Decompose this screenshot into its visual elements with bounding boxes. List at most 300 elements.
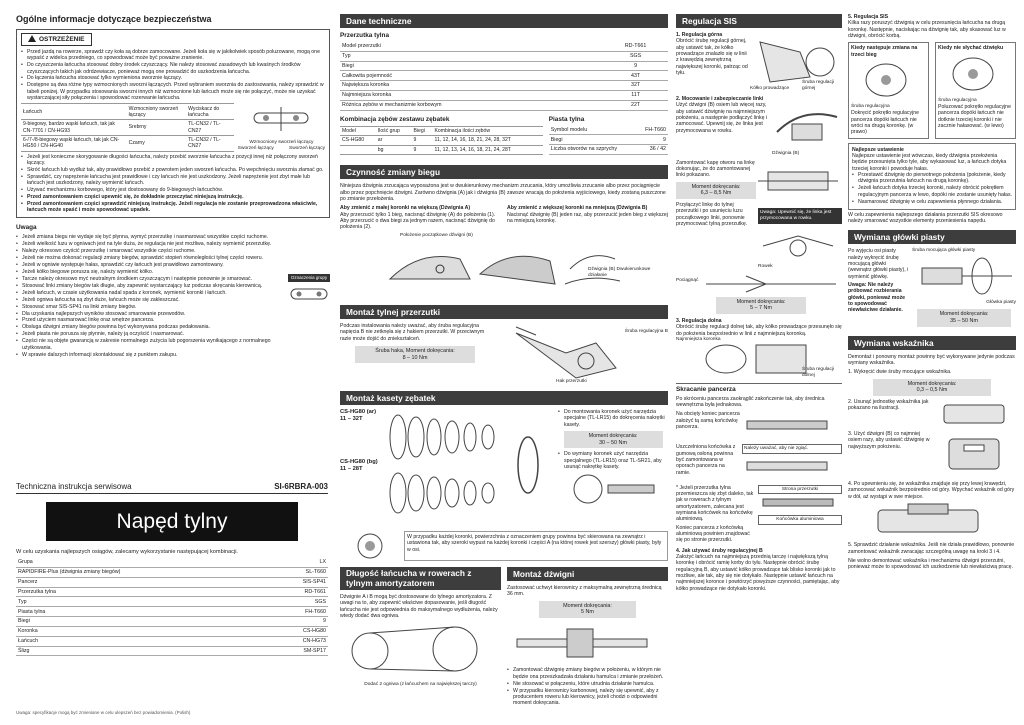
table-cell: Srebrny: [127, 120, 187, 136]
step3-text: Obrócić śrubę regulacji dolnej tak, aby kółko prowadzące przesunęło się do położenia bezpośrednio w linii z najmniejszą koronką.: [676, 324, 842, 337]
uwaga-wrap: [16, 234, 330, 358]
torque-label: Moment dokręcania:: [563, 602, 612, 609]
table-row: [340, 91, 668, 101]
section-indicator: Wymiana wskaźnika: [848, 336, 1016, 350]
hub-row: [848, 248, 1016, 329]
table-cell: RAPIDFIRE-Plus (dźwignia zmiany biegów): [16, 568, 264, 578]
chain-icon: [289, 282, 329, 306]
step1-row: [676, 32, 842, 92]
step2-fig-label: Dźwignia (B): [772, 150, 800, 156]
lever-torque-box: [539, 601, 636, 618]
adjust-left-illustration: [851, 58, 921, 102]
indicator-step1: 1. Wykręcić dwie śruby mocujące wskaźnika.: [848, 369, 952, 376]
indicator-footer: Nie wolno demontować wskaźnika i mechanizmu dźwigni przerzutni, ponieważ może to spowodować ich uszkodzenie lub niewłaściwą pracę.: [848, 557, 1013, 571]
table-cell: 11, 12, 13, 14, 16, 18, 21, 24, 28T: [433, 145, 543, 155]
fastening-figure: [758, 160, 842, 270]
best-setting-footer: W celu zapewnienia najlepszego działania przerzutki SIS okresowo należy smarować wszystkie elementy przeniesienia napędu.: [848, 211, 1003, 224]
step4-title: 4. Jak używać śruby regulacyjnej B: [676, 547, 763, 554]
table-cell: Ślizg: [16, 646, 264, 656]
chain-length-text: Dźwignie A i B mogą być dostosowane do tylnego amortyzatora. Z uwagi na to, aby zapewnić właściwe dopasowanie, jeśli długość łańcucha nie jest odpowiednia do maksymalnego wydłużenia, należy wtedy dodać dwa ogniwa.: [340, 594, 498, 620]
lever-b-illustration: [772, 102, 842, 148]
indicator-lever-illustration: [934, 431, 1014, 477]
torque-value: 5 Nm: [581, 609, 594, 616]
step3-fig-label: Najmniejsza koronka: [676, 336, 721, 342]
column-adjust: [848, 0, 1024, 725]
pull-cable-illustration: [706, 272, 836, 296]
chain-pin-illustration: [246, 103, 316, 137]
table-row: [16, 636, 328, 646]
section-cassette: Montaż kasety zębatek: [340, 391, 668, 405]
list-item: • Jeżeli wielkość luzu w ogniwach jest na tyle duża, że regulacja nie jest możliwa, należy wymienić przerzutkę.: [16, 241, 284, 247]
housing-row-2: [676, 444, 842, 482]
torque-label: Moment dokręcania:: [691, 183, 741, 190]
housing-row: [676, 411, 842, 441]
step1-fig-label-2: Śruba regulacji górnej: [802, 80, 834, 92]
cable-cap-illustration: [758, 160, 838, 204]
shift-fig-caption-2: Dźwignia (B) Dwukierunkowe działanie: [588, 266, 651, 278]
section-lever-mount: Montaż dźwigni: [507, 567, 668, 581]
table-cell: Całkowita pojemność: [340, 71, 603, 81]
list-item: • W przypadku kierownicy karbonowej, należy się upewnić, aby z producentem roweru lub kierownicy, jeżeli chodzi o odpowiedni moment dokręcania.: [507, 688, 668, 707]
table-row: [340, 71, 668, 81]
list-item: • Do wymiany koronek użyć narzędzia specjalnego (TL-LR15) oraz TL-SR21, aby usunąć nakrętkę kasety.: [558, 451, 668, 470]
section-hub-body: Wymiana główki piasty: [848, 230, 1016, 244]
table-cell: [340, 145, 376, 155]
list-item: • Do łączenia łańcucha stosować tylko wymieniona sworznie łączący.: [21, 75, 325, 81]
fastening-row: [676, 160, 842, 270]
step4-text: Założyć łańcuch na najmniejszą przednią tarczę i największą tylną koronkę i obrócić ramię korby do tyłu. Następnie obrócić śrubę regulacyjną B, aby ustawić kółko prowadzące tak blisko koronki jak to możliwe, ale tak, aby się nie dotykało. Następnie ustawić łańcuch na najmniejszej koronce i powtórzyć powyższe czynności, pamiętając, aby kółko prowadzące nie dotykało koronki.: [676, 554, 840, 592]
torque-label: Moment dokręcania:: [736, 298, 786, 305]
indicator-step2-row: [848, 399, 1016, 429]
table-header: Ilość grup: [376, 126, 412, 136]
cassette-a-label: CS-HG80 (ar) 11 – 32T: [340, 409, 377, 423]
table-cell: 9: [412, 145, 433, 155]
table-cell: ar: [376, 136, 412, 146]
hub-title: Piasta tylna: [548, 115, 585, 123]
step1-figure: [750, 32, 842, 92]
housing-tag-2: Końcówka aluminiowa: [758, 515, 842, 525]
shift-fig-caption: Położenie początkowe dźwigni (B): [400, 232, 473, 238]
sis-box-right-fig: Śruba regulacyjna: [938, 98, 977, 104]
lever-mount-block: [507, 567, 668, 707]
table-row: [340, 81, 668, 91]
table-cell: TL-CN32 / TL-CN27: [186, 135, 234, 151]
manual-code: SI-6RBRA-003: [274, 482, 328, 491]
housing-note-row: [676, 485, 842, 544]
step1-title: 1. Regulacja górna: [676, 32, 723, 39]
best-setting-text: Najlepsze ustawienie jest wówczas, kiedy dźwignia przełożenia będzie przesunięta tylko tyle, aby wykasować luz, a łańcuch dotyka trzeciej koronki i powoduje hałas.: [852, 152, 1007, 172]
chain-pin-table: [21, 103, 234, 151]
housing-fig-2: [742, 444, 842, 482]
indicator-step3: 3. Użyć dźwigni (B) co najmniej osiem razy, aby ustawić dźwignię w najwyższym położeniu.: [848, 430, 930, 450]
table-cell: 11T: [603, 91, 668, 101]
table-header: Wyciskacz do łańcucha: [186, 104, 234, 120]
housing-note-2: Koniec pancerza z końcówką aluminiową powinien znajdować się po stronie przerzutki.: [676, 524, 750, 544]
torque-value: 5 – 7 Nm: [750, 305, 772, 312]
hub-text: Po wyjęciu osi piasty należy wykręcić śrubę mocującą główki (wewnątrz główki piasty), i wymienić główkę.: [848, 248, 909, 280]
chain-pin-figure: [238, 103, 325, 151]
shift-big-title: Aby zmienić z małej koronki na większą (Dźwignia A): [340, 205, 471, 212]
table-cell: CS-HG80: [340, 136, 376, 146]
torque-label: Moment dokręcania:: [907, 380, 957, 387]
fastening-torque-box: [676, 182, 756, 199]
manual-header-row: [16, 482, 328, 494]
housing-text: Po skróceniu pancerza zaokrąglić zakończenie tak, aby średnica wewnętrzna była jednakowa.: [676, 395, 825, 409]
shift-text: Niniejsza dźwignia zrzucająca wyposażona jest w dwukierunkowy mechanizm zrzucania, który umożliwia zrzucanie albo przez pociągnięcie albo przez popchnięcie dźwigni. Zarówno dźwignia (A) jak i dźwignia (B) zawsze wracają do położenia wyjściowego, kiedy zostaną puszczone po zmianie przełożenia.: [340, 183, 666, 203]
table-row: [340, 145, 543, 155]
lever-mount-text: Zastosować uchwyt kierownicy z maksymalną zewnętrzną średnicą 36 mm.: [507, 585, 662, 598]
step2-title: 2. Mocowanie i zabezpieczanie linki: [676, 96, 764, 103]
list-item: • Przed jazdą na rowerze, sprawdź czy koła są dobrze zamocowane. Jeżeli koła się w jakikolwiek sposób poluzowane, mogą one wypaść z widelca przedniego, co spowodować może być poważne zranienie.: [21, 49, 325, 62]
column-sis: [676, 0, 846, 725]
hub-warning: Uwaga: Nie należy próbować rozbierania główki, ponieważ może to spowodować niewłaściwe działanie.: [848, 282, 906, 314]
list-item: • Stosować linki zmiany biegów tak długie, aby zapewnić wystarczający luz podczas skręcania kierownicą.: [16, 283, 284, 289]
best-setting-title: Najlepsze ustawienie: [852, 146, 904, 153]
table-row: [16, 577, 328, 587]
shift-small-title: Aby zmienić z większej koronki na mniejszą (Dźwignia B): [507, 205, 648, 212]
table-row: [16, 617, 328, 627]
chain-pin-table-wrap: [21, 103, 325, 151]
table-row: [549, 126, 668, 135]
chain-cable-row: [340, 567, 668, 707]
chain-length-block: [340, 567, 501, 707]
cassette-note-row: [340, 531, 668, 561]
mount-text: Podczas instalowania należy uważać, aby śruba regulacyjna napięcia B nie zetknęła się z hakiem przerzutki. W przeciwnym razie może dojść do zniekształceń.: [340, 322, 485, 342]
table-cell: 32T: [603, 81, 668, 91]
chain-pin-caption: Wzmocniony sworzeń łączący: [249, 139, 314, 145]
housing-title: Skracanie pancerza: [676, 383, 842, 394]
list-item: • Przed zamontowaniem części sprawdzić niniejszą instrukcję. Jeżeli regulacja nie zostanie przeprowadzona właściwie, łańcuch może spaść i może spowodować upadek.: [21, 201, 325, 214]
manual-title-block: [16, 482, 328, 656]
list-item: • Jeżeli jest konieczne skorygowanie długości łańcucha, należy przebić sworznie łańcucha z pozycji innej niż połączony sworzeń łączący.: [21, 154, 325, 167]
mount-figure: [496, 323, 668, 385]
cassette-note-3: W przypadku każdej koronki, powierzchnia z oznaczeniem grupy powinna być skierowana na zewnątrz i ustawiona tak, aby szeroki wypust na każdej koronki i części A (na której rowek jest szerszy) główki piasty, były w osi.: [404, 531, 668, 561]
list-item: • Przestawić dźwignię do pierwotnego położenia (położenie, kiedy dźwignia przerzutnia łańcuch na drugą koronkę).: [852, 172, 1012, 185]
list-item: • Jeżeli łańcuch, w czasie użytkowania nadal spada z koronek, wymienić koronki i łańcuch.: [16, 290, 284, 296]
section-tech-data: Dane techniczne: [340, 14, 668, 28]
safety-heading: Ogólne informacje dotyczące bezpieczeństwa: [16, 14, 212, 24]
table-cell: SIS-SP41: [264, 577, 328, 587]
group-mark-tag: Oznaczenia grupy: [288, 274, 330, 281]
table-row: [16, 587, 328, 597]
lockring-tool-illustration: [558, 471, 658, 507]
table-cell: Piasta tylna: [16, 607, 264, 617]
table-cell: SL-T660: [264, 568, 328, 578]
housing-text-2: Na obcięty koniec pancerza założyć tą samą końcówkę pancerza.: [676, 411, 740, 431]
warning-list-2: [21, 154, 325, 214]
step1-text: Obrócić śrubę regulacji górnej, aby ustawić tak, że kółko prowadzące znalazło się w linii z krawędzią zewnętrzną największej koronki, patrząc od tyłu.: [676, 38, 748, 77]
step5-title: 5. Regulacja SIS: [848, 14, 889, 20]
table-cell: Grupa: [16, 558, 264, 567]
hub-block: [549, 114, 668, 156]
warning-box: [16, 29, 330, 218]
fastening-text-block: [676, 160, 756, 270]
table-cell: TL-CN32 / TL-CN27: [186, 120, 234, 136]
uwaga-heading: Uwaga: [16, 224, 37, 232]
alu-end-illustration: [758, 494, 838, 512]
rear-derailleur-title: Przerzutka tylna: [340, 32, 390, 40]
step1-fig-label: Kółko prowadzące: [750, 86, 790, 92]
intro-text: W celu uzyskania najlepszych osiągów, zalecamy wykorzystanie następującej kombinacji.: [16, 549, 238, 556]
step3-fig-label-2: Śruba regulacji dolnej: [802, 367, 834, 379]
shift-big-block: [340, 205, 501, 230]
table-cell: Biegi: [340, 61, 603, 71]
table-cell: Najmniejsza koronka: [340, 91, 603, 101]
table-cell: SM-SP17: [264, 646, 328, 656]
fastening-warning: Uwaga: Upewnić się, że linka jest przymocowana w rowku.: [758, 208, 842, 224]
list-item: • Jeżeli kółko biegowe porusza się, należy wymienić kółko.: [16, 269, 284, 275]
table-cell: RD-T661: [603, 42, 668, 51]
cassette-row: [340, 409, 668, 529]
shift-small-block: [507, 205, 668, 230]
table-cell: Typ: [16, 597, 264, 607]
hub-fig-label: Śruba mocująca główki piasty: [912, 248, 976, 254]
table-cell: Symbol modelu: [549, 126, 637, 135]
list-item: • Jeżeli zmiana biegu nie wydaje się być płynna, wymyć przerzutkę i nasmarować wszystkie części ruchome.: [16, 234, 284, 240]
sis-box-right: [935, 42, 1016, 138]
table-row: [549, 145, 668, 155]
indicator-step5: 5. Sprawdzić działanie wskaźnika. Jeśli nie działa prawidłowo, ponownie zamontować wskaźnik zwracając szczególną uwagę na kroki 3 i 4.: [848, 542, 1015, 555]
table-row: [340, 136, 543, 146]
list-item: • Tarcze należy okresowo myć neutralnym środkiem czyszczącym i następnie ponownie je smarować.: [16, 276, 284, 282]
table-cell: 11, 12, 14, 16, 18, 21, 24, 28, 32T: [433, 136, 543, 146]
table-row: [340, 100, 668, 110]
table-row: [16, 597, 328, 607]
table-cell: 6-/7-/8-biegowy wąski łańcuch, tak jak CN-HG50 / CN-HG40: [21, 135, 127, 151]
cassette-figure: [340, 409, 554, 529]
list-item: • Jeżeli łańcuch dotyka trzeciej koronki, należy obrócić pokrętłem regulacyjnym pancerza w lewo, dopóki nie zostanie usunięty hałas.: [852, 185, 1012, 198]
hub-text-block: [848, 248, 910, 329]
table-header: Wzmocniony sworzeń łączący: [127, 104, 187, 120]
shift-small-text: Nacisnąć dźwignię (B) jeden raz, aby przerzucić jeden bieg z większej na mniejszą koronkę.: [507, 211, 668, 225]
table-cell: Przerzutka tylna: [16, 587, 264, 597]
spline-icon: [340, 531, 400, 561]
table-row: [340, 61, 668, 71]
combo-hub-row: [340, 114, 668, 156]
table-cell: Łańcuch: [16, 636, 264, 646]
step2-figure: [772, 102, 842, 156]
torque-label: Moment dokręcania:: [939, 311, 989, 318]
chain-length-illustration: [340, 619, 490, 679]
indicator-step3-row: [848, 431, 1016, 477]
hub-figure: [912, 248, 1016, 329]
table-cell: SGS: [603, 51, 668, 61]
sis-box-left-title: Kiedy następuje zmiana na trzeci bieg: [851, 45, 918, 58]
table-cell: LX: [264, 558, 328, 567]
shift-big-text: Aby przerzucić tylko 1 bieg, nacisnąć dźwignię (A) do położenia (1). Aby przerzucić o dwa biegi za jednym razem, nacisnąć dźwignię do położenia (2).: [340, 211, 496, 231]
table-row: [549, 135, 668, 145]
adjust-right-illustration: [938, 52, 1008, 96]
best-setting-box: [848, 143, 1016, 210]
cassette-notes: [558, 409, 668, 529]
cassette-torque-box: [564, 431, 663, 448]
table-cell: 9-biegowy, bardzo wąski łańcuch, tak jak CN-7701 / CN-HG93: [21, 120, 127, 136]
table-header: Biegi: [412, 126, 433, 136]
pull-figure: [676, 272, 842, 312]
manual-label: Techniczna instrukcja serwisowa: [16, 482, 132, 491]
torque-value: 0,3 – 0,5 Nm: [916, 387, 948, 394]
cable-groove-illustration: [758, 226, 838, 262]
indicator-step4: 4. Po upewnieniu się, że wskaźnika znajduje się przy lewej krawędzi, zamocować wskaźnik bezpośrednio od góry. Wpychać wskaźnik od góry w dół, aż wystąpi w swe miejsce.: [848, 480, 1015, 500]
best-setting-list: [852, 172, 1012, 205]
table-cell: Model przerzutki: [340, 42, 603, 51]
housing-text-3: Uszczelniona końcówka z gumową osłoną powinna być zamontowana w oporach pancerza na ramie.: [676, 444, 736, 476]
table-cell: RD-T661: [264, 587, 328, 597]
list-item: • Stosować smar SIS-SP41 na linki zmiany biegów.: [16, 304, 284, 310]
mount-fig-label-a: Śruba regulacyjna B: [624, 328, 668, 334]
housing-fig-label: Należy uważać, aby nie zgiąć.: [742, 444, 842, 454]
combo-block: [340, 114, 543, 156]
housing-note: * Jeżeli przerzutka tylna przemieszcza się zbyt daleko, tak jak w rowerach z tylnym amortyzatorem, zalecana jest wymiana końcówek na końcówkę aluminiową.: [676, 484, 754, 523]
table-cell: Największa koronka: [340, 81, 603, 91]
table-cell: FH-T660: [264, 607, 328, 617]
table-cell: Koronka: [16, 626, 264, 636]
torque-value: 8 – 10 Nm: [402, 354, 428, 361]
housing-tag-1: Strona przerzutki: [758, 485, 842, 495]
step2-text: Użyć dźwigni (B) osiem lub więcej razy, aby ustawić dźwignię na najmniejszym położeniu, a następnie podłączyć linkę i zamocować. Upewnij się, że linka jest przymocowana w rowku.: [676, 102, 768, 134]
sis-box-left: [848, 42, 929, 138]
table-header: Łańcuch: [21, 104, 127, 120]
torque-value: 6,3 – 8,5 Nm: [700, 190, 732, 197]
list-item: • Do montowania koronek użyć narzędzia specjalne (TL-LR15) do dokręcenia nakrętki kasety.: [558, 409, 668, 428]
list-item: • Jeżeli nie można dokonać regulacji zmiany biegów, sprawdzić stopień równoległości tylnej części roweru.: [16, 255, 284, 261]
table-row: [21, 135, 234, 151]
hub-fig-label-2: Główka piasty: [986, 300, 1016, 306]
table-cell: Biegi: [16, 617, 264, 627]
list-item: • Dostępne są dwa różne typy wzmocnionych sworzni łączących. Przed wybraniem sworznia do zastosowania, należy sprawdzić w tabeli poniżej. W przypadku stosowania sworzni innych niż wzmocnione lub łańcuch może się nie połączyć, może nie uzyskać wystarczającej siły połączenia i spowodować rozerwanie łańcucha.: [21, 82, 325, 101]
indicator-text: Demontaż i ponowny montaż powinny być wykonywane jedynie podczas wymiany wskaźnika.: [848, 353, 1015, 366]
list-item: • Sprawdzić, czy naprężenie łańcucha jest prawidłowe i czy łańcuch nie jest uszkodzony. Jeżeli naprężenie jest zbyt małe lub łańcuch jest uszkodzony, należy wymienić łańcuch.: [21, 174, 325, 187]
table-cell: 9: [264, 617, 328, 627]
section-sis: Regulacja SIS: [676, 14, 842, 28]
table-cell: FH-T660: [637, 126, 668, 135]
mount-fig-label-b: Hak przerzutki: [556, 379, 587, 385]
list-item: • Do czyszczenia łańcucha stosować dobry środek czyszczący. Nie należy stosować zasadowych lub kwaśnych środków czyszczących takich jak odrdzewiacze, ponieważ mogą one prowadzić do uszkodzenia łańcucha.: [21, 62, 325, 75]
list-item: • Należy okresowo czyścić przerzutkę i smarować wszystkie części ruchome.: [16, 248, 284, 254]
rear-derailleur-table: [340, 42, 668, 111]
fastening-text-2: Przyłączyć linkę do tylnej przerzutki i po usunięciu luzu początkowego linki, ponownie przymocować tylną przerzutkę.: [676, 201, 748, 227]
column-safety: [0, 0, 338, 725]
sis-box-right-title: Kiedy nie słychać dźwięku: [938, 45, 1004, 52]
torque-label: Moment dokręcania:: [588, 433, 638, 440]
pull-fig-label: Pociągnąć: [676, 277, 699, 283]
spec-table: [16, 558, 328, 656]
torque-value: 35 – 50 Nm: [950, 317, 978, 324]
list-item: • Zamontować dźwignię zmiany biegów w położeniu, w którym nie będzie ona przeszkadzała działaniu hamulca i zmianie przełożeń.: [507, 667, 668, 680]
table-row: [16, 607, 328, 617]
table-cell: 43T: [603, 71, 668, 81]
sis-box-right-text: Poluzować pokrętło regulacyjne pancerza dopóki łańcuch nie dotknie trzeciej koronki i nie zacznie hałasować. (w lewo): [938, 103, 1011, 129]
table-cell: 9: [603, 61, 668, 71]
warning-list: [21, 49, 325, 102]
table-cell: 9: [637, 135, 668, 145]
table-row: [16, 568, 328, 578]
housing-illustration: [742, 411, 832, 441]
list-item: • Jeżeli piasta nie porusza się płynnie, należy ją oczyścić i nasmarować.: [16, 331, 284, 337]
table-header: Model: [340, 126, 376, 136]
table-row: [21, 120, 234, 136]
table-row: [340, 51, 668, 61]
table-row: [16, 626, 328, 636]
lever-mount-illustration: [507, 621, 657, 665]
hub-table: [549, 126, 668, 155]
list-item: • Skróć łańcuch lub wydłuż tak, aby prawidłowo przebić z powrotem jeden sworzeń łańcucha. Po wepchnięciu sworznia złamać go.: [21, 167, 325, 173]
list-item: • W sprawie dalszych informacji skontaktować się z punktem zakupu.: [16, 352, 284, 358]
list-item: • Jeżeli ogniwa łańcucha są zbyt duże, łańcuch może się zakleszczać.: [16, 297, 284, 303]
mount-torque-box: [355, 346, 475, 363]
table-cell: Typ: [340, 51, 603, 61]
list-item: • Przed zamontowaniem części upewnić się, że dokładnie przeczytać niniejszą instrukcję.: [21, 194, 325, 200]
section-shifting: Czynność zmiany biegu: [340, 165, 668, 179]
table-header: Kombinacja ilości zębów: [433, 126, 543, 136]
chain-pin-caption-left: Sworzeń łączący: [237, 145, 274, 151]
indicator-unit-illustration: [934, 399, 1014, 429]
list-item: • Nie stosować w połączeniu, które utrudnia działanie hamulca.: [507, 681, 668, 687]
fastening-text: Zamontować kapę otworu na linkę dokonując, że do zamontowanej linki pokazano.: [676, 159, 755, 179]
list-item: • Nasmarować dźwignię w celu zapewnienia płynnego działania.: [852, 199, 1012, 205]
table-cell: Różnica zębów w mechanizmie korbowym: [340, 100, 603, 110]
indicator-torque-box: [873, 379, 991, 396]
list-item: • Przed użyciem nasmarować linkę oraz wnętrze pancerza.: [16, 317, 284, 323]
cassette-note-list: [558, 409, 668, 428]
sis-box-left-fig: Śruba regulacyjna: [851, 104, 890, 110]
fastening-fig-label: Rowek: [758, 264, 773, 270]
step3-figure: [676, 337, 842, 379]
table-cell: CN-HG73: [264, 636, 328, 646]
list-item: • Części nie są objęte gwarancją w zakresie normalnego zużycia lub pogorszenia wynikającego z normalnego użytkowania.: [16, 338, 284, 351]
step1-text-block: [676, 32, 748, 92]
footnote: Uwaga: specyfikacje mogą być zmieniane w celu ulepszeń bez powiadomienia. (Polish): [16, 709, 191, 715]
table-cell: Czarny: [127, 135, 187, 151]
cassette-b-label: CS-HG80 (bg) 11 – 28T: [340, 459, 378, 473]
lever-notes: [507, 667, 668, 706]
table-cell: SGS: [264, 597, 328, 607]
table-cell: Biegi: [549, 135, 637, 145]
group-mark-figure: [288, 234, 330, 358]
housing-tags: [758, 485, 842, 544]
sis-box-left-text: Dokręcić pokrętło regulacyjne pancerza dopóki łańcuch nie wróci na drugą koronkę. (w prawo): [851, 110, 920, 136]
table-cell: Pancerz: [16, 577, 264, 587]
list-item: • Jeżeli w ogniwie występuje hałas, sprawdzić czy łańcuch jest prawidłowo zamontowany.: [16, 262, 284, 268]
housing-seal-illustration: [742, 454, 832, 480]
step3-title: 3. Regulacja dolna: [676, 317, 722, 324]
step2-row: [676, 102, 842, 156]
section-rear-mount: Montaż tylnej przerzutki: [340, 305, 668, 319]
warning-label: [21, 33, 92, 46]
torque-value: 30 – 50 Nm: [599, 439, 627, 446]
list-item: • Dla uzyskania najlepszych wyników stosować smarowanie przewodów.: [16, 311, 284, 317]
mount-row: [340, 323, 668, 385]
chain-length-caption: Dodać 2 ogniwa (z łańcuchem na największej tarczy): [364, 681, 477, 687]
uwaga-list: [16, 234, 284, 358]
hub-torque-box: [917, 309, 1011, 326]
warning-triangle-icon: [28, 35, 36, 42]
housing-note-block: [676, 485, 756, 544]
warning-label-text: OSTRZEŻENIE: [39, 35, 85, 43]
big-title: Napęd tylny: [46, 502, 298, 542]
torque-label: Śruba haka, Moment dokręcania:: [375, 347, 455, 354]
table-row: [16, 558, 328, 567]
cassette-note-list-2: [558, 451, 668, 470]
table-cell: 9: [412, 136, 433, 146]
cassette-illustration: [378, 409, 554, 529]
pull-torque-box: [716, 297, 806, 314]
combo-title: Kombinacja zębów zestawu zębatek: [340, 115, 450, 123]
table-cell: 22T: [603, 100, 668, 110]
shift-two-col: [340, 205, 668, 230]
table-row: [340, 42, 668, 51]
section-chain-length: Długość łańcucha w rowerach z tylnym amortyzatorem: [340, 567, 501, 590]
